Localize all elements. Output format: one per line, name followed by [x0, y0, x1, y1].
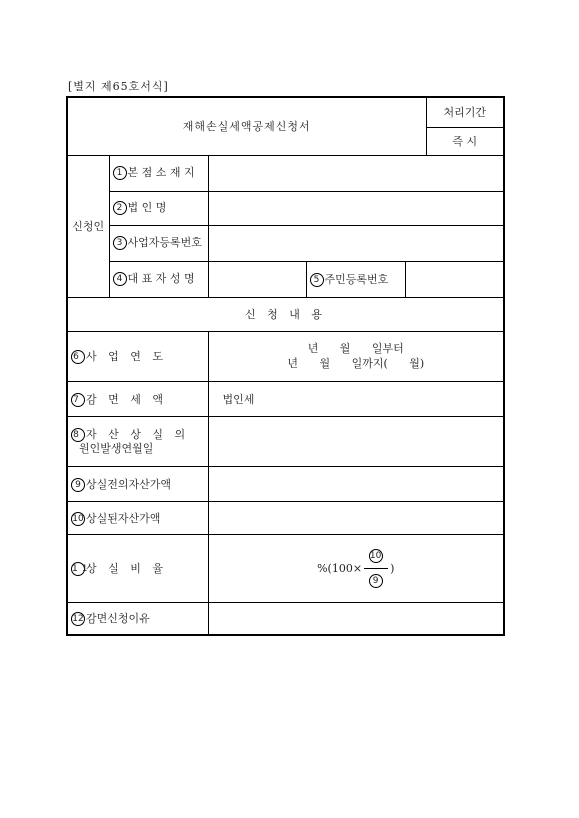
representative-name-field[interactable] — [208, 261, 306, 297]
circled-number: 5 — [310, 273, 324, 287]
circled-number: 11 — [72, 564, 92, 574]
application-details-heading: 신 청 내 용 — [67, 297, 504, 331]
processing-period-label: 처리기간 — [426, 97, 504, 127]
corporation-name-label: 2 법 인 명 — [109, 191, 208, 225]
circled-number: 4 — [113, 272, 127, 286]
loss-ratio-field[interactable] — [208, 534, 504, 602]
application-form — [66, 96, 505, 636]
form-title: 재해손실세액공제신청서 — [67, 97, 426, 155]
loss-ratio-formula — [212, 549, 501, 588]
business-registration-label: 3 사업자등록번호 — [109, 225, 208, 261]
circled-number: 10 — [72, 513, 84, 524]
resident-number-label: 5 주민등록번호 — [306, 261, 405, 297]
circled-number: 9 — [71, 478, 85, 492]
circled-number: 2 — [113, 201, 127, 215]
corporation-name-field[interactable] — [208, 191, 504, 225]
circled-number: 1 — [113, 166, 127, 180]
processing-period-value: 즉 시 — [426, 127, 504, 155]
business-year-label: 6 사 업 연 도 — [67, 331, 208, 381]
circled-number: 6 — [71, 350, 85, 364]
resident-number-field[interactable] — [405, 261, 504, 297]
circled-number: 12 — [72, 614, 84, 625]
ratio-prefix: %(100× — [317, 561, 363, 575]
lost-asset-label: 10 상실된자산가액 — [67, 501, 208, 534]
business-registration-field[interactable] — [208, 225, 504, 261]
asset-loss-cause-label: 8 자 산 상 실 의 원인발생연월일 — [67, 416, 208, 466]
denominator-circled-number: 9 — [369, 574, 383, 588]
ratio-fraction — [364, 549, 388, 588]
circled-number: 7 — [71, 393, 85, 407]
headquarters-location-label: 1 본 점 소 재 지 — [109, 155, 208, 191]
reduction-amount-field[interactable] — [208, 381, 504, 416]
circled-number: 8 — [71, 428, 85, 442]
loss-ratio-label: 11상 실 비 율 — [67, 534, 208, 602]
circled-number: 3 — [113, 236, 127, 250]
representative-name-label: 4 대 표 자 성 명 — [109, 261, 208, 297]
fraction-bar — [364, 568, 388, 569]
ratio-suffix: ) — [390, 561, 395, 575]
headquarters-location-field[interactable] — [208, 155, 504, 191]
pre-loss-asset-field[interactable] — [208, 466, 504, 501]
application-reason-label: 12 감면신청이유 — [67, 602, 208, 635]
pre-loss-asset-label: 9 상실전의자산가액 — [67, 466, 208, 501]
business-year-from: 년 월 일부터 — [307, 342, 404, 355]
asset-loss-cause-field[interactable] — [208, 416, 504, 466]
corporate-tax-text: 법인세 — [222, 392, 255, 406]
application-reason-field[interactable] — [208, 602, 504, 635]
business-year-to: 년 월 일까지( 월) — [287, 357, 425, 370]
business-year-field[interactable] — [208, 331, 504, 381]
numerator-circled-number: 10 — [369, 550, 382, 561]
form-number-label: [별지 제65호서식] — [68, 80, 169, 93]
reduction-amount-label: 7 감 면 세 액 — [67, 381, 208, 416]
applicant-label: 신청인 — [67, 155, 109, 297]
lost-asset-field[interactable] — [208, 501, 504, 534]
